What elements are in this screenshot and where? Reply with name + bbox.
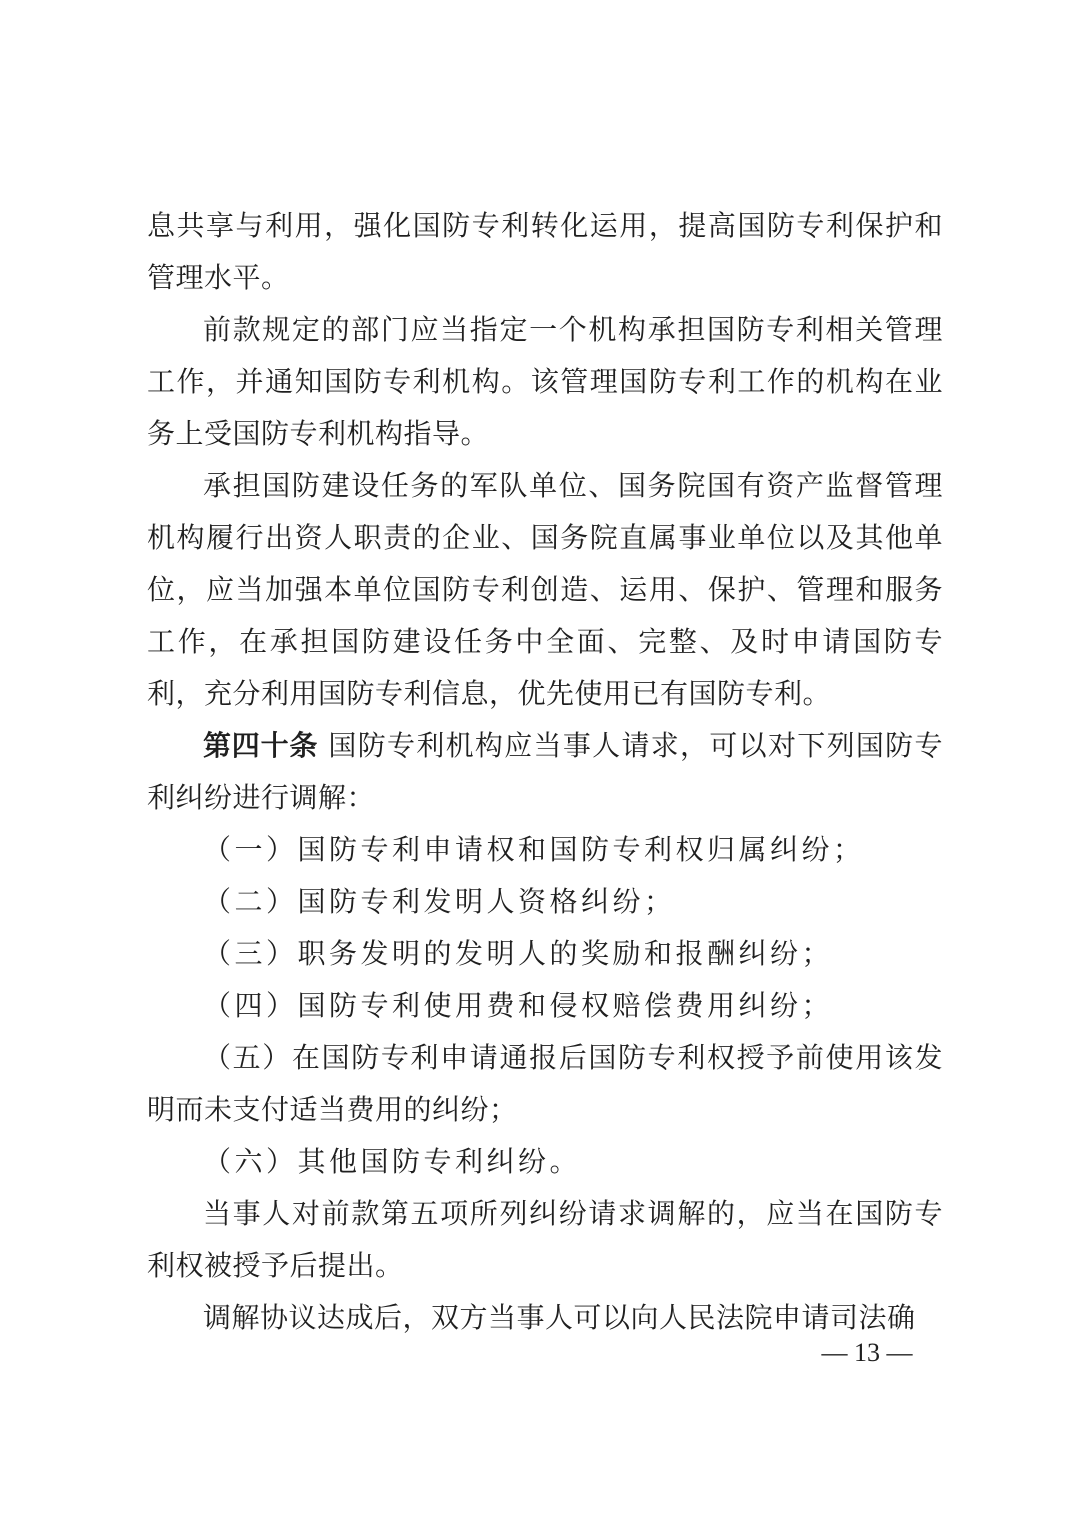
list-item: （一）国防专利申请权和国防专利权归属纠纷； (203, 833, 865, 866)
list-item: （二）国防专利发明人资格纠纷； (203, 885, 676, 918)
list-item: （四）国防专利使用费和侵权赔偿费用纠纷； (203, 989, 834, 1022)
list-item: （六）其他国防专利纠纷。 (203, 1145, 582, 1178)
list-item: （五）在国防专利申请通报后国防专利权授予前使用该发明而未支付适当费用的纠纷； (147, 1041, 943, 1126)
paragraph-item-five-timing: 当事人对前款第五项所列纠纷请求调解的，应当在国防专利权被授予后提出。 (147, 1197, 943, 1282)
paragraph-judicial-confirmation: 调解协议达成后，双方当事人可以向人民法院申请司法确 (203, 1301, 916, 1334)
article-text: 国防专利机构应当事人请求，可以对下列国防专利纠纷进行调解： (147, 729, 943, 814)
article-label: 第四十条 (203, 729, 319, 762)
paragraph-continuation: 息共享与利用，强化国防专利转化运用，提高国防专利保护和管理水平。 (147, 209, 943, 294)
document-body (147, 200, 943, 1344)
paragraph-department: 前款规定的部门应当指定一个机构承担国防专利相关管理工作，并通知国防专利机构。该管理国防专利工作的机构在业务上受国防专利机构指导。 (147, 313, 943, 450)
article-40 (147, 720, 943, 824)
page-number: — 13 — (821, 1338, 913, 1367)
list-item: （三）职务发明的发明人的奖励和报酬纠纷； (203, 937, 834, 970)
paragraph-units: 承担国防建设任务的军队单位、国务院国有资产监督管理机构履行出资人职责的企业、国务院直属事业单位以及其他单位，应当加强本单位国防专利创造、运用、保护、管理和服务工作，在承担国防建设任务中全面、完整、及时申请国防专利，充分利用国防专利信息，优先使用已有国防专利。 (147, 469, 943, 710)
